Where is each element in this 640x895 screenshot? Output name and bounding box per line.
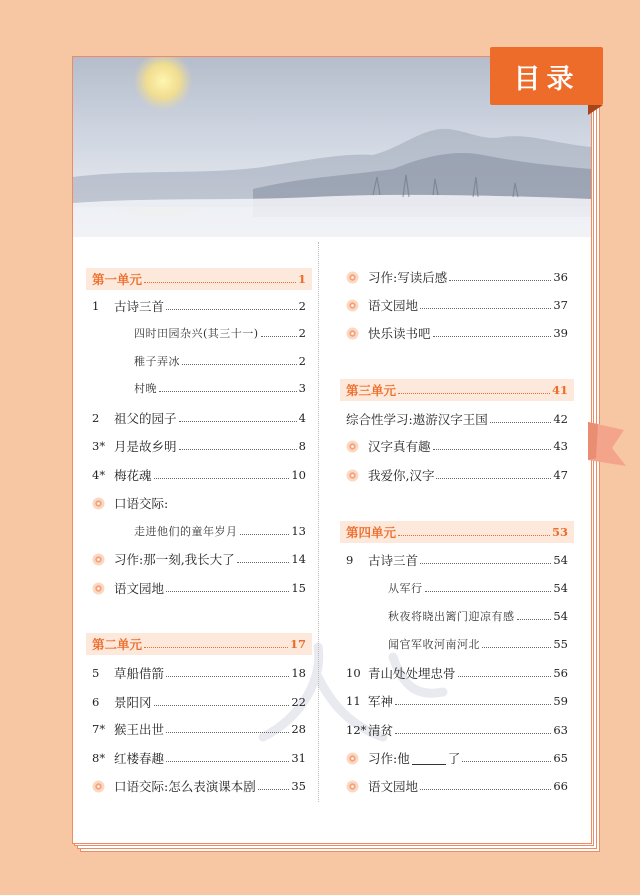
dot-leader [433,336,552,337]
page-number: 66 [553,779,568,793]
section-bullet-icon [346,327,359,340]
page-number: 53 [551,525,568,539]
toc-entry[interactable] [134,321,306,345]
lesson-number: 12* [346,723,367,737]
toc-entry[interactable] [92,547,306,571]
dot-leader [517,619,552,620]
dot-leader [179,449,297,450]
toc-entry[interactable] [92,746,306,770]
toc-entry[interactable] [134,376,306,400]
entry-title: 古诗三首 [114,299,165,314]
dot-leader [261,336,297,337]
entry-title: 第三单元 [346,383,397,398]
page-number: 59 [553,694,568,708]
entry-title: 军神 [368,694,394,709]
lesson-number: 11 [346,694,361,708]
page-number: 2 [298,299,306,313]
page-number: 2 [298,326,306,340]
blank-line [412,752,446,765]
column-divider [318,242,319,802]
entry-title: 青山处处埋忠骨 [368,666,456,681]
section-bullet-icon [346,271,359,284]
page-number: 35 [291,779,306,793]
dot-leader [240,534,290,535]
toc-entry[interactable] [388,604,568,628]
sub-entry-title: 走进他们的童年岁月 [134,525,238,538]
lesson-number: 3* [92,439,106,453]
sub-entry-title: 村晚 [134,382,157,395]
sub-entry-title: 秋夜将晓出篱门迎凉有感 [388,610,515,623]
page-number: 13 [291,524,306,538]
entry-title: 月是故乡明 [114,439,177,454]
entry-title: 语文园地 [114,581,165,596]
toc-entry[interactable] [92,717,306,741]
entry-title: 景阳冈 [114,695,152,710]
section-bullet-icon [92,497,105,510]
toc-entry[interactable] [92,463,306,487]
section-bullet-icon [346,469,359,482]
entry-title: 综合性学习:遨游汉字王国 [346,412,488,427]
entry-title: 习作:那一刻,我长大了 [114,552,235,567]
page-number: 63 [553,723,568,737]
entry-title-end: 了 [447,751,461,766]
dot-leader [166,309,297,310]
section-bullet-icon [346,780,359,793]
dot-leader [258,789,290,790]
dot-leader [166,676,289,677]
dot-leader [433,449,552,450]
page-number: 43 [553,439,568,453]
page-number: 1 [297,272,306,286]
toc-entry[interactable] [346,746,568,770]
unit-heading[interactable] [92,632,306,656]
page-number: 39 [553,326,568,340]
dot-leader [398,535,550,536]
page-number: 15 [291,581,306,595]
toc-entry[interactable] [346,548,568,572]
toc-entry[interactable] [92,661,306,685]
page-number: 47 [553,468,568,482]
toc-entry[interactable] [346,293,568,317]
lesson-number: 7* [92,722,106,736]
toc-entry[interactable] [346,265,568,289]
page-number: 4 [298,411,306,425]
entry-title: 第二单元 [92,637,143,652]
page-number: 37 [553,298,568,312]
entry-title: 第一单元 [92,272,143,287]
page-number: 54 [553,609,568,623]
lesson-number: 6 [92,695,100,709]
lesson-number: 8* [92,751,106,765]
toc-entry[interactable] [346,434,568,458]
dot-leader [420,308,551,309]
dot-leader [449,280,551,281]
section-bullet-icon [92,582,105,595]
entry-title: 语文园地 [368,779,419,794]
page-number: 17 [289,637,306,651]
page-number: 14 [291,552,306,566]
dot-leader [154,478,290,479]
page-number: 55 [553,637,568,651]
toc-entry[interactable] [346,463,568,487]
section-bullet-icon [92,553,105,566]
entry-title: 猴王出世 [114,722,165,737]
page-number: 36 [553,270,568,284]
toc-entry[interactable] [92,576,306,600]
toc-entry[interactable] [346,407,568,431]
section-bullet-icon [92,780,105,793]
dot-leader [182,364,297,365]
lesson-number: 1 [92,299,100,313]
sub-entry-title: 从军行 [388,582,423,595]
sub-entry-title: 闻官军收河南河北 [388,638,480,651]
entry-title: 祖父的园子 [114,411,177,426]
dot-leader [482,647,551,648]
entry-title: 我爱你,汉字 [368,468,435,483]
dot-leader [237,562,290,563]
toc-entry[interactable] [346,774,568,798]
page-number: 31 [291,751,306,765]
lesson-number: 10 [346,666,361,680]
page-number: 54 [553,581,568,595]
dot-leader [462,761,551,762]
page-number: 54 [553,553,568,567]
section-bullet-icon [346,752,359,765]
dot-leader [395,704,551,705]
entry-title: 草船借箭 [114,666,165,681]
dot-leader [144,647,288,648]
entry-title: 第四单元 [346,525,397,540]
lesson-number: 4* [92,468,106,482]
dot-leader [398,393,550,394]
page-number: 41 [551,383,568,397]
unit-heading[interactable] [346,378,568,402]
toc-entry[interactable] [134,349,306,373]
tab-fold [588,105,603,115]
dot-leader [395,733,551,734]
toc-entry[interactable] [346,321,568,345]
page-number: 10 [291,468,306,482]
toc-entry[interactable] [92,434,306,458]
dot-leader [166,591,289,592]
toc-entry[interactable] [346,689,568,713]
entry-title: 梅花魂 [114,468,152,483]
dot-leader [166,732,289,733]
unit-heading[interactable] [346,520,568,544]
page-number: 8 [298,439,306,453]
lesson-number: 9 [346,553,354,567]
sub-entry-title: 四时田园杂兴(其三十一) [134,327,259,340]
page-number: 2 [298,354,306,368]
entry-title: 语文园地 [368,298,419,313]
dot-leader [458,676,552,677]
entry-title: 快乐读书吧 [368,326,431,341]
entry-title: 口语交际:怎么表演课本剧 [114,779,256,794]
entry-title: 汉字真有趣 [368,439,431,454]
entry-title: 口语交际: [114,496,169,511]
dot-leader [144,282,296,283]
page-number: 42 [553,412,568,426]
entry-title: 习作:他 [368,751,410,766]
page-number: 22 [291,695,306,709]
toc-entry[interactable] [346,718,568,742]
toc-entry[interactable] [388,576,568,600]
toc-entry[interactable] [346,661,568,685]
toc-entry[interactable] [92,491,306,515]
entry-title: 习作:写读后感 [368,270,448,285]
page-number: 18 [291,666,306,680]
dot-leader [159,391,297,392]
entry-title: 古诗三首 [368,553,419,568]
unit-heading[interactable] [92,267,306,291]
toc-entry[interactable] [134,519,306,543]
entry-title: 红楼春趣 [114,751,165,766]
dot-leader [425,591,552,592]
dot-leader [154,705,290,706]
dot-leader [436,478,551,479]
sub-entry-title: 稚子弄冰 [134,355,180,368]
dot-leader [420,789,551,790]
bookmark-ribbon [588,420,628,472]
page-number: 3 [298,381,306,395]
toc-entry[interactable] [92,294,306,318]
section-bullet-icon [346,440,359,453]
toc-entry[interactable] [92,774,306,798]
toc-entry[interactable] [92,406,306,430]
dot-leader [166,761,289,762]
lesson-number: 5 [92,666,100,680]
page-number: 28 [291,722,306,736]
entry-title: 清贫 [368,723,394,738]
dot-leader [420,563,551,564]
section-bullet-icon [346,299,359,312]
page-number: 56 [553,666,568,680]
dot-leader [490,422,552,423]
lesson-number: 2 [92,411,100,425]
page-number: 65 [553,751,568,765]
dot-leader [179,421,297,422]
toc-entry[interactable] [92,690,306,714]
toc-entry[interactable] [388,632,568,656]
page-title: 目录 [490,47,603,105]
